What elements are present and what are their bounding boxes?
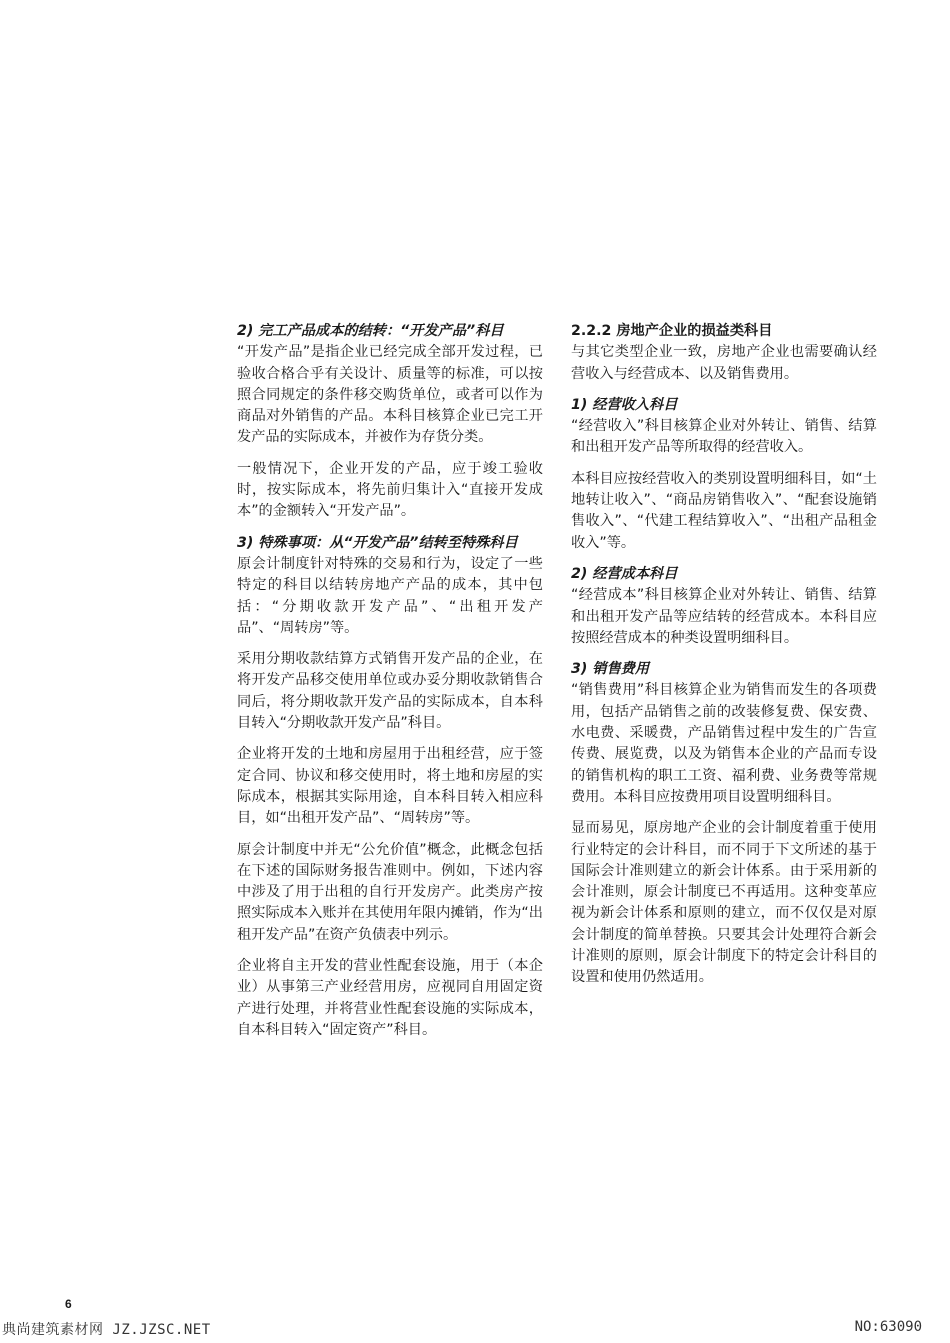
- completed-product-cost-heading: 2) 完工产品成本的结转：“开发产品”科目: [237, 323, 504, 339]
- selling-expenses-heading: 3) 销售费用: [571, 661, 650, 678]
- operating-revenue-heading: 1) 经营收入科目: [571, 396, 678, 413]
- special-items-heading: 3) 特殊事项：从“开发产品”结转至特殊科目: [237, 534, 518, 551]
- watermark-left: 典尚建筑素材网 JZ.JZSC.NET: [2, 1322, 211, 1338]
- conclusion-paragraph: 显而易见，原房地产企业的会计制度着重于使用行业特定的会计科目，而不同于下文所述的基于国际会计准则建立的新会计体系。由于采用新的会计准则，原会计制度已不再适用。这种变革应视为新会计体系和原则的建立，而不仅仅是对原会计制度的简单替换。只要其会计处理符合新会计准则的原则，原会计制度下的特定会计科目的设置和使用仍然适用。: [571, 820, 877, 986]
- profit-loss-accounts-heading: 2.2.2 房地产企业的损益类科目: [571, 323, 773, 339]
- leasing-paragraph: 企业将开发的土地和房屋用于出租经营，应于签定合同、协议和移交使用时，将土地和房屋的实际成本，根据其实际用途，自本科目转入相应科目，如“出租开发产品”、“周转房”等。: [237, 746, 543, 827]
- right-column: [571, 321, 877, 999]
- fair-value-paragraph: 原会计制度中并无“公允价值”概念，此概念包括在下述的国际财务报告准则中。例如，下述内容中涉及了用于出租的自行开发房产。此类房产按照实际成本入账并在其使用年限内摊销，作为“出租开发产品”在资产负债表中列示。: [237, 841, 543, 943]
- operating-cost-paragraph: “经营成本”科目核算企业对外转让、销售、结算和出租开发产品等应结转的经营成本。本科目应按照经营成本的种类设置明细科目。: [571, 587, 877, 646]
- completion-transfer-paragraph: 一般情况下，企业开发的产品，应于竣工验收时，按实际成本，将先前归集计入“直接开发成本”的金额转入“开发产品”。: [237, 460, 543, 520]
- installment-sales-paragraph: 采用分期收款结算方式销售开发产品的企业，在将开发产品移交使用单位或办妥分期收款销售合同后，将分期收款开发产品的实际成本，自本科目转入“分期收款开发产品”科目。: [237, 651, 543, 732]
- watermark-right: NO:63090: [854, 1319, 922, 1335]
- revenue-subaccounts-paragraph: 本科目应按经营收入的类别设置明细科目，如“土地转让收入”、“商品房销售收入”、“配套设施销售收入”、“代建工程结算收入”、“出租产品租金收入”等。: [571, 470, 877, 551]
- special-accounts-paragraph: 原会计制度针对特殊的交易和行为，设定了一些特定的科目以结转房地产产品的成本，其中包括：“分期收款开发产品”、“出租开发产品”、“周转房”等。: [237, 555, 543, 636]
- profit-loss-intro-paragraph: 与其它类型企业一致，房地产企业也需要确认经营收入与经营成本、以及销售费用。: [571, 344, 877, 382]
- left-column: [237, 321, 543, 1051]
- operating-cost-heading: 2) 经营成本科目: [571, 565, 678, 582]
- operating-revenue-paragraph: “经营收入”科目核算企业对外转让、销售、结算和出租开发产品等所取得的经营收入。: [571, 418, 877, 456]
- supporting-facilities-paragraph: 企业将自主开发的营业性配套设施，用于（本企业）从事第三产业经营用房，应视同自用固定资产进行处理，并将营业性配套设施的实际成本，自本科目转入“固定资产”科目。: [237, 958, 543, 1038]
- selling-expenses-paragraph: “销售费用”科目核算企业为销售而发生的各项费用，包括产品销售之前的改装修复费、保安费、水电费、采暖费，产品销售过程中发生的广告宣传费、展览费，以及为销售本企业的产品而专设的销售机构的职工工资、福利费、业务费等常规费用。本科目应按费用项目设置明细科目。: [571, 682, 877, 805]
- developed-product-definition-paragraph: “开发产品”是指企业已经完成全部开发过程，已验收合格合乎有关设计、质量等的标准，可以按照合同规定的条件移交购货单位，或者可以作为商品对外销售的产品。本科目核算企业已完工开发产品的实际成本，并被作为存货分类。: [237, 344, 543, 446]
- page-number: 6: [65, 1297, 72, 1311]
